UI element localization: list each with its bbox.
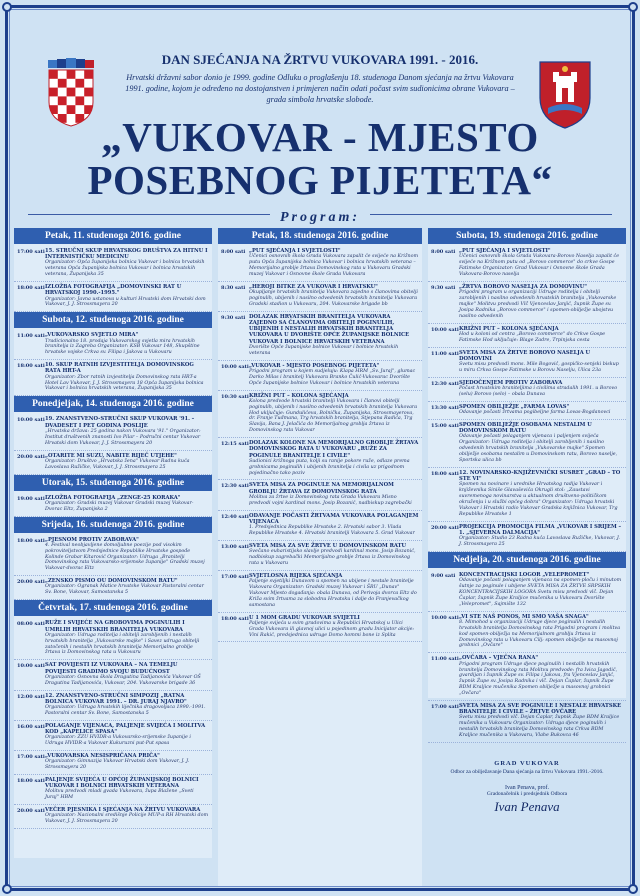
event-time: 17:00 sati bbox=[17, 753, 45, 760]
event-description: Organizator: Studio 23 Radna kuća Lavoslava Ružičke, Vukovar, J. J. Strossmayera 25 bbox=[459, 536, 620, 548]
corner-ornament bbox=[628, 2, 638, 12]
corner-ornament bbox=[2, 884, 12, 894]
event-time: 19:00 sati bbox=[17, 495, 45, 502]
event-time: 16:00 sati bbox=[17, 723, 45, 730]
program-event bbox=[428, 246, 626, 282]
event-description: Svetu misu predvodi vlč. Dejan Čaplar, župnik Župe BDM Kraljice mučenika u Vukovaru Organizator: Udruga djece poginulih i nestalih hrvatskih branitelja Domovinskog rata Crkva BDM Kraljice mučenika u Vukovaru, Vlahe Bukovca 46 bbox=[459, 715, 620, 739]
main-title bbox=[40, 116, 600, 202]
signature-org: Odbor za obilježavanje Dana sjećanja na žrtvu Vukovara 1991.-2016. bbox=[450, 769, 604, 775]
program-event bbox=[428, 378, 626, 402]
event-description: Dvorište Opće županijske bolnice Vukovar i bolnice hrvatskih veterana bbox=[249, 344, 399, 356]
event-description: Odavanje počasti polaganjem vijenaca i paljenjem svijeća Organizator: Udruga roditelja i obitelji zarobljenih i nasilno odvedenih hrvatskih branitelja „Vukovarske majke" Spomen obilježje osobama nestalim u Domovinskom ratu, Borovo naselje, Sportska ulica bb bbox=[459, 434, 618, 463]
event-title: „PUT SJEĆANJA I SVJETLOSTI" bbox=[459, 248, 551, 254]
event-description: Organizator: Osnovna škola Dragutina Tadijanovića Vukovar OŠ Dragutina Tadijanovića, Vukovar, 204. Vukovarske brigade 36 bbox=[45, 674, 201, 686]
event-time: 17:00 sati bbox=[221, 573, 249, 580]
event-time: 8:00 sati bbox=[221, 249, 246, 255]
event-body bbox=[459, 326, 623, 344]
event-title: SVETA MISA ZA ŽRTVE BOROVO NASELJA U DOMOVINI bbox=[459, 349, 591, 362]
program-event bbox=[428, 324, 626, 348]
event-body bbox=[459, 524, 623, 548]
event-description: Molitva za žrtve iz Domovinskog rata Grada Vukovara Misno predvodi vojni kardinal mons. Josip Bozanić, nadbiskup zagrebački bbox=[249, 494, 412, 506]
event-description: 8. Mimohod u organizaciji Udruge djece poginulih i nestalih hrvatskih branitelja Domovinskog rata Prigodni program i molitva kod spomen-obilježja na Memorijalnom groblju žrtava iz Domovinskog rata u Vukovaru Cilj: spomen obilježje na masovnoj grobnici „Ovčare" bbox=[459, 619, 621, 649]
event-title: SAT POVIJESTI IZ VUKOVARA – NA TEMELJU POVIJESTI GRADIMO SVOJU BUDUĆNOST bbox=[45, 662, 178, 675]
day-header: Nedjelja, 20. studenoga 2016. godine bbox=[428, 552, 626, 568]
program-event bbox=[218, 312, 422, 361]
event-description: Organizator: Gimnazija Vukovar Hrvatski dom Vukovar, J. J. Strossmayera 20 bbox=[45, 759, 190, 771]
program-event bbox=[218, 480, 422, 510]
program-event bbox=[14, 282, 212, 312]
event-title: KONCENTRACIJSKI LOGOR „VELEPROMET" bbox=[459, 571, 590, 578]
program-event bbox=[428, 402, 626, 420]
event-time: 18:00 sati bbox=[17, 363, 45, 370]
event-body bbox=[459, 655, 623, 697]
event-body bbox=[459, 380, 623, 398]
event-description: Organizator: Društvo „Hrvatska žena" Vukovar Radna kuća Lavoslava Ružičke, Vukovar, J. J. Strossmayera 25 bbox=[45, 458, 190, 470]
event-title: „OTARITE MI SUZU, NABITE RIJEČ UTJEHE" bbox=[45, 452, 177, 459]
event-time: 12:40 sati bbox=[221, 513, 249, 520]
column-3 bbox=[428, 228, 626, 739]
event-title: „HEROJI BITKE ZA VUKOVAR I HRVATSKU" bbox=[249, 283, 378, 290]
event-title: DOLAZAK KOLONE NA MEMORIJALNO GROBLJE ŽRTAVA DOMOVINSKOG RATA U VUKOVARU „RUŽE ZA POGINULE BRANITELJE I CIVILE" bbox=[249, 440, 419, 459]
event-description: Organizator: Ogranak Matice hrvatske Vukovar Pastoralni centar Sv. Bone, Vukovar, Samostanska 5 bbox=[45, 584, 204, 596]
event-time: 9:30 sati bbox=[221, 314, 246, 321]
day-header: Petak, 11. studenoga 2016. godine bbox=[14, 228, 212, 244]
program-label: Program: bbox=[270, 210, 370, 226]
column-2 bbox=[218, 228, 422, 886]
day-header: Subota, 12. studenoga 2016. godine bbox=[14, 312, 212, 328]
program-event bbox=[218, 613, 422, 643]
event-time: 18:00 sati bbox=[431, 470, 459, 477]
event-description: Okupljanje hrvatskih branitelja Vukovara zajedno s članovima obitelji poginulih, ubijenih i nasilno odvedenih hrvatskih branitelja Vukovara Gradski stadion u Vukovaru, 204. Vukovarske brigade bb bbox=[249, 290, 418, 307]
event-time: 11:00 sati bbox=[431, 656, 459, 663]
event-time: 12:15 sati bbox=[221, 441, 249, 448]
handwritten-signature: Ivan Penava bbox=[494, 799, 560, 814]
event-body bbox=[45, 537, 209, 573]
event-body bbox=[45, 777, 209, 801]
program-event bbox=[428, 612, 626, 654]
event-time: 17:00 sati bbox=[431, 704, 459, 711]
event-description: Učenici osnovnih škola Grada Vukovara-Borovo Naselja zapalit će svijeće na Križnom putu od „Borovo commerce" do crkve Gospe Fatimske Organizator: Grad Vukovar i Osnovne škole Grada Vukovara-Borovo naselja bbox=[459, 254, 620, 277]
event-description: Odavanje počasti polaganjem vijenaca na spomen-ploču i minutom šutnje za poginule i ubijene SVETA MISA ZA ŽRTVE SRPSKIH KONCENTRACIJSKIH LOGORA Svetu misu predvodi vlč. Dejan Čaplar, župnik Župe Kraljice mučenika u Vukovaru Dvorište „Velepromet", Sajmište 132 bbox=[459, 578, 622, 607]
event-body bbox=[45, 332, 209, 356]
event-body bbox=[45, 723, 209, 747]
event-body bbox=[249, 284, 419, 308]
event-time: 9:00 sati bbox=[431, 572, 456, 579]
event-time: 17:00 sati bbox=[17, 249, 45, 255]
event-title: „VI STE NAŠ PONOS, MI SMO VAŠA SNAGA" bbox=[459, 613, 589, 620]
program-event bbox=[218, 571, 422, 613]
event-body bbox=[249, 573, 419, 609]
event-body bbox=[249, 482, 419, 506]
event-title: 15. STRUČNI SKUP HRVATSKOG DRUŠTVA ZA HITNU I INTERNISTIČKU MEDICINU bbox=[45, 248, 208, 261]
event-description: Paljenje svjetiljki Dunavom u spomen na ubijene i nestale branitelje Vukovara Organizator: Gradski muzej Vukovar i ŠRU „Dunav" Vukovar Mjesto događanja: obala Dunava, od Perivoja dvorca Eltz do Križa svim žrtvama za slobodnu Hrvatsku i dalje do Franjevačkog samostana bbox=[249, 579, 417, 608]
event-description: Učenici osnovnih škola Grada Vukovara zapalit će svijeće na Križnom putu Opća županijska bolnica Vukovar i bolnica hrvatskih veterana – Memorijalno groblje žrtava Domovinskog rata u Vukovaru Gradski muzej Vukovar i Osnovne škole Grada Vukovara bbox=[249, 254, 419, 277]
event-body bbox=[459, 284, 623, 320]
event-body bbox=[249, 543, 419, 567]
event-description: Počast hrvatskim braniteljima i civilima stradalih 1991. u Borovo (selu) Borovo (selo) – obala Dunava bbox=[459, 386, 618, 397]
event-time: 18:00 sati bbox=[17, 778, 45, 784]
program-event bbox=[428, 653, 626, 701]
event-time: 9:30 sati bbox=[431, 284, 456, 291]
event-title: SJEDOČENJEM PROTIV ZABORAVA bbox=[459, 379, 563, 386]
event-description: Organizator: Zbor ratnih izvjestitelja Domovinskog rata HRT-a Hotel Lav Vukovar, J. J. Strossmayera 18 Opća županijska bolnica Vukovar i bolnica hrvatskih veterana, Županijska 35 bbox=[45, 374, 204, 392]
event-title: IZLOŽBA FOTOGRAFIJA „ZENGE-25 KORAKA" bbox=[45, 494, 181, 501]
event-description: Organizator: Gradski muzej Vukovar Gradski muzej Vukovar-Dvorac Eltz, Županijska 2 bbox=[45, 500, 194, 512]
program-event bbox=[14, 721, 212, 751]
signature-city: GRAD VUKOVAR bbox=[494, 760, 560, 767]
event-body bbox=[45, 807, 209, 825]
event-time: 20:00 sati bbox=[431, 524, 459, 531]
event-title: SPOMEN OBILJEŽJE „FARMA LOVAS" bbox=[459, 403, 570, 410]
event-title: KRIŽNI PUT – KOLONA SJEĆANJA bbox=[249, 392, 349, 399]
event-description: Spomen na novinare i urednike Hrvatskog radija Vukovar i književnika Siniše Glavaševića Okrugli stol: „Zaustavi suvremenoga novinarstva u aktualnom društveno-političkom okruženju i u službi općeg dobra" Organizator: Udruga hrvatski Vukovar i Hrvatski radio Vukovar Gradska knjižnica Vukovar, Trg Republike Hrvatske 1 bbox=[459, 482, 618, 517]
event-body bbox=[45, 620, 209, 656]
program-event bbox=[428, 522, 626, 552]
event-title: „ŽRTVA BOROVO NASELJA ZA DOMOVINU" bbox=[459, 283, 587, 290]
event-title: IZLOŽBA FOTOGRAFIJA „DOMOVINSKI RAT U HRVATSKOJ 1990.-1995." bbox=[45, 284, 182, 297]
event-title: „PJESNOM PROTIV ZABORAVA" bbox=[45, 536, 139, 543]
program-event bbox=[14, 451, 212, 475]
event-time: 11:00 sati bbox=[17, 333, 45, 340]
event-title: 19. ZNANSTVENO-STRUČNI SKUP VUKOVAR '91. – DVADESET I PET GODINA POSLIJE bbox=[45, 416, 195, 429]
event-time: 20:00 sati bbox=[17, 808, 45, 815]
event-description: Prigodni program Udruge djece poginulih i nestalih hrvatskih branitelja Domovinskog rata Molitvu predvode: fra Ivica Jagodić, gvardijan i župnik Župe sv. Filipa i Jakova, fra Vjenceslav Janjić, župnik Župe sv. Josipa Radnika i vlč. Dejan Čaplar, župnik Župe BDM Kraljice mučenika Spomen obilježje u masovnoj grobnici „Ovčara" bbox=[459, 661, 618, 697]
event-title: SVETA MISA ZA SVE ŽRTVE U DOMOVINSKOM RATU bbox=[249, 542, 407, 549]
corner-ornament bbox=[2, 2, 12, 12]
program-event bbox=[14, 414, 212, 450]
event-title: SPOMEN OBILJEŽJE OSOBAMA NESTALIM U DOMOVINSKOM RATU bbox=[459, 421, 592, 435]
event-body bbox=[249, 513, 419, 537]
event-time: 10:00 sati bbox=[221, 363, 249, 370]
event-time: 18:00 sati bbox=[17, 537, 45, 544]
event-description: Kolona predvode hrvatski branitelji Vukovara i članovi obitelji poginulih, ubijenih i nasilno odvedenih hrvatskih branitelja Vukovara Hod uključuje: Gundulićeva, Bolnička, Županijska, Strossmayerova, dr. Franje Tuđmana, Trg hrvatskih branitelja, Stjepana Radića, Trg Slavija, Bana J. Jelačića do Memorijalnog groblja žrtava iz Domovinskog rata Vukovar bbox=[249, 398, 418, 434]
event-time: 15:00 sati bbox=[431, 422, 459, 429]
day-header: Srijeda, 16. studenoga 2016. godine bbox=[14, 517, 212, 533]
program-event bbox=[14, 691, 212, 721]
event-body bbox=[249, 248, 419, 278]
event-title: VEČER PJESNIKA I SJEĆANJA NA ŽRTVU VUKOVARA bbox=[45, 807, 201, 814]
event-title: „PUT SJEĆANJA I SVJETLOSTI" bbox=[249, 248, 341, 254]
event-body bbox=[459, 614, 623, 650]
event-description: Sudionici križnoga puta, kolji su ranije pokore ruže, odlaze prema grobnicama poginulih i ubijenih branitelja i civila uz prigodnom pojedinačno tako poziv bbox=[249, 458, 410, 476]
day-header: Ponedjeljak, 14. studenoga 2016. godine bbox=[14, 396, 212, 412]
event-time: 10:00 sati bbox=[431, 326, 459, 333]
program-event bbox=[428, 701, 626, 743]
day-header: Četvrtak, 17. studenoga 2016. godine bbox=[14, 600, 212, 616]
main-title-line-1: „VUKOVAR - MJESTO bbox=[101, 114, 539, 160]
event-title: SVETA MISA ZA POGINULE NA MEMORIJALNOM GROBLJU ŽRTAVA IZ DOMOVINSKOG RATA bbox=[249, 482, 394, 495]
main-title-line-2: POSEBNOG PIJETETA“ bbox=[87, 157, 553, 203]
program-event bbox=[14, 360, 212, 396]
day-header: Utorak, 15. studenoga 2016. godine bbox=[14, 475, 212, 491]
day-header: Petak, 18. studenoga 2016. godine bbox=[218, 228, 422, 244]
program-event bbox=[218, 391, 422, 439]
event-body bbox=[459, 404, 623, 416]
event-time: 10:00 sati bbox=[17, 417, 45, 424]
program-event bbox=[14, 775, 212, 805]
event-title: U 1 MOM GRADU VUKOVAR SVIJETLI bbox=[249, 614, 360, 621]
event-title: PALJENJE SVIJEĆA U OPĆOJ ŽUPANIJSKOJ BOLNICI VUKOVAR I BOLNICI HRVATSKIH VETERANA bbox=[45, 777, 199, 790]
program-event bbox=[14, 576, 212, 600]
event-time: 18:00 sati bbox=[17, 285, 45, 292]
signature-block bbox=[428, 760, 626, 858]
event-description: 4. Festival neobjavljene domoljubne poezije pod visokim pokroviteljstvom Predsjednice Republike Hrvatske gospođe Kolinde Grabar Kitarović Organizator: Udruga „Branitelji Domovinskog rata Vukovarsko-srijemske županije" Gradski muzej Vukovar-dvorac Eltz bbox=[45, 542, 205, 572]
event-description: 1. Predsjednica Republike Hrvatske 2. Hrvatski sabor 3. Vlada Republike Hrvatske 4. Hrvatski branitelji Vukovara 5. Grad Vukovar bbox=[249, 525, 415, 536]
program-event bbox=[218, 541, 422, 571]
event-title: „ZENSKO PISMO OU DOMOVINSKOM RATU" bbox=[45, 578, 178, 585]
event-body bbox=[249, 393, 419, 435]
event-description: Svetu misu predvodi mons. Mile Bogović, gospićko-senjski biskup u miru Crkva Gospe Fatimske u Borovu Naselju, Ulica 23a bbox=[459, 361, 619, 373]
program-event bbox=[428, 282, 626, 324]
event-time: 11:00 sati bbox=[431, 350, 459, 357]
event-description: Organizator: Opća županijska bolnica Vukovar i bolnica hrvatskih veterana Opća županijska bolnica Vukovar i bolnica hrvatskih veterana, Županijska 35 bbox=[45, 260, 205, 278]
event-title: 12. ZNANSTVENO-STRUČNI SIMPOZIJ „RATNA BOLNICA VUKOVAR 1991. – DR. JURAJ NJAVRO" bbox=[45, 692, 187, 705]
event-title: POLAGANJE VIJENACA, PALJENJE SVIJEĆA I MOLITVA KOD „KAPELICE SPASA" bbox=[45, 722, 206, 735]
event-title: DOLAZAK HRVATSKIH BRANITELJA VUKOVARA ZAJEDNO SA ČLANOVIMA OBITELJI POGINULIH, UBIJENIH I NESTALIH HRVATSKIH BRANITELJA VUKOVARA U DVORIŠTE OPĆE ŽUPANIJSKE BOLNICE VUKOVAR I BOLNICE HRVATSKIH VETERANA bbox=[249, 313, 410, 345]
event-body bbox=[459, 350, 623, 374]
corner-ornament bbox=[628, 884, 638, 894]
event-body bbox=[459, 248, 623, 278]
event-description: Prigodni program u kojem sudjeluju: Klapa HRM „Sv. Juraj", glumac Darko Milas i branitelj Vukovara Branko Čulić-Vukovarac Dvorište Opće županijske bolnice Vukovar i bolnice hrvatskih veterana bbox=[249, 368, 416, 386]
program-event bbox=[218, 511, 422, 541]
program-event bbox=[14, 751, 212, 775]
event-description: Organizator: Nacionalni središnje Policije MUP-a RH Hrvatski dom Vukovar, J. J. Strossmayera 20 bbox=[45, 813, 209, 825]
event-title: SVETA MISA ZA SVE POGINULE I NESTALE HRVATSKE BRANITELJE I CIVILE – ŽRTVE OVČARE bbox=[459, 703, 622, 716]
event-title: „VUKOVAR - MJESTO POSEBNOG PIJETETA" bbox=[249, 362, 380, 369]
event-title: PROJEKCIJA PROMOCIJA FILMA „VUKOVAR I SRIJEM – 1. „SJEVERNA DALMACIJA" bbox=[459, 523, 622, 536]
event-time: 8:30 sati bbox=[221, 284, 246, 291]
event-time: 10:00 sati bbox=[431, 614, 459, 621]
event-time: 10:00 sati bbox=[17, 663, 45, 670]
event-body bbox=[459, 703, 623, 739]
event-title: „OVČARA – VJEČNA RANA" bbox=[459, 655, 539, 662]
program-event bbox=[14, 246, 212, 282]
program-event bbox=[428, 570, 626, 612]
event-body bbox=[45, 693, 209, 717]
event-title: „VUKOVARSKO SVJETLO MIRA" bbox=[45, 332, 139, 339]
program-event bbox=[428, 348, 626, 378]
program-event bbox=[14, 493, 212, 517]
event-description: Organizator: ŽZU HVIDR-a Vukovarsko-srijemske županije i Udruga HVIDR-a Vukovar Kukuruzni put-Put spasa bbox=[45, 735, 191, 747]
event-time: 20:00 sati bbox=[17, 579, 45, 586]
header-text: Hrvatski državni sabor donio je 1999. godine Odluku o proglašenju 18. studenoga Danom sjećanja na žrtvu Vukovara 1991. godine, kojom je određeno na dostojanstven i primjeren način odati počast svim sudionicima obrane Vukovara – grada simbola hrvatske slobode. bbox=[125, 73, 515, 104]
signature-role: Gradonačelnik i predsjednik Odbora bbox=[486, 791, 568, 797]
event-body bbox=[45, 753, 209, 771]
event-description: Odavanje počasti žrtvama pogibeljne farma Lovas-Bogdanovci bbox=[459, 410, 611, 416]
event-title: ODAVANJE POČASTI ŽRTVAMA VUKOVARA POLAGANJEM VIJENACA bbox=[249, 512, 419, 525]
event-time: 13:00 sati bbox=[221, 543, 249, 550]
event-body bbox=[45, 578, 209, 596]
event-body bbox=[45, 495, 209, 513]
event-time: 08:00 sati bbox=[17, 621, 45, 628]
event-description: Tradicionalno 18. prodaja Vukovarskog svjetla mira hrvatskih branitelja iz Zagreba Organizator: KSB Vukovar 148, Skupštine hrvatske vojske Crkva sv. Filipa i Jakova u Vukovaru bbox=[45, 338, 200, 356]
event-title: 12. NOVINARSKO-KNJIŽEVNIČKI SUSRET „GRAD – TO STE VI" bbox=[459, 469, 621, 483]
event-body bbox=[45, 453, 209, 471]
header-title: DAN SJEĆANJA NA ŽRTVU VUKOVARA 1991. - 2016. bbox=[161, 52, 479, 67]
event-time: 13:30 sati bbox=[431, 404, 459, 411]
event-title: SVJETLOSNA RIJEKA SJEĆANJA bbox=[249, 572, 343, 579]
signature-name: Ivan Penava, prof. bbox=[505, 785, 549, 791]
program-event bbox=[428, 468, 626, 522]
event-description: „Hrvatska država: 25 godina nakon Vukovara '91." Organizator: Institut društvenih znanosti Ivo Pilar – Područni centar Vukovar Hrvatski dom Vukovar, J. J. Strossmayera 20 bbox=[45, 428, 201, 446]
day-header: Subota, 19. studenoga 2016. godine bbox=[428, 228, 626, 244]
event-body bbox=[45, 362, 209, 392]
event-time: 8:00 sati bbox=[431, 249, 456, 255]
event-body bbox=[249, 440, 419, 476]
event-body bbox=[45, 284, 209, 308]
event-body bbox=[459, 572, 623, 608]
event-body bbox=[45, 248, 209, 278]
event-body bbox=[459, 422, 623, 464]
program-event bbox=[218, 282, 422, 312]
event-description: Molitvu predvodi mladi gvada Vukovara, župa Blažene „Sveti Juraj" HBM bbox=[45, 789, 194, 801]
event-time: 12:30 sati bbox=[431, 380, 459, 387]
program-event bbox=[14, 330, 212, 360]
event-description: Svečano euharistijsko slavlje predvodi kardinal mons. Josip Bozanić, nadbiskup zagrebački Memorijalno groblje žrtava iz Domovinskog rata u Vukovaru bbox=[249, 549, 416, 566]
event-body bbox=[249, 615, 419, 639]
event-description: Paljenje svijeća u svim gradovima u Republici Hrvatskoj u Ulici Grada Vukovara ili glavnoj ulici u pojedinom gradu Inicijator akcije: Vini Rakić, predsjednica udruge Domo hommi bone iz Splita bbox=[249, 620, 415, 638]
event-description: Hod u koloni od centra „Borovo commerce" do Crkve Gospe Fatimske Hod uključuje: Blage Zadre, Trpinjska cesta bbox=[459, 331, 606, 343]
program-event bbox=[14, 618, 212, 660]
event-time: 12:30 sati bbox=[221, 483, 249, 490]
event-description: Organizator: Udruga hrvatskih liječnika dragovoljaca 1990.-1991. Pastoralni centar Sv. Bone, Samostanska 5 bbox=[45, 704, 206, 716]
event-body bbox=[249, 314, 419, 357]
event-body bbox=[45, 662, 209, 686]
program-divider bbox=[28, 206, 612, 225]
event-time: 20:00 sati bbox=[17, 453, 45, 460]
event-description: Organizator: Udruga roditelja i obitelji zarobljenih i nestalih hrvatskih branitelja „Vukovarske majke" i Savez udruga obitelji zatočenih i nestalih hrvatskih branitelja Memorijalno groblje žrtava iz Domovinskog rata u Vukovaru bbox=[45, 632, 200, 656]
event-title: 10. SKUP RATNIH IZVJESTITELJA DOMOVINSKOG RATA HRT-A bbox=[45, 362, 194, 375]
event-time: 10:30 sati bbox=[221, 393, 249, 400]
program-event bbox=[218, 361, 422, 391]
event-title: „VUKOVARSKA NESISPRIČANA PRIČA" bbox=[45, 752, 160, 759]
program-event bbox=[14, 805, 212, 829]
column-1 bbox=[14, 228, 212, 858]
event-body bbox=[459, 470, 623, 518]
event-title: RUŽE I SVIJEĆE NA GROBOVIMA POGINULIH I UMRLIH HRVATSKIH BRANITELJA VUKOVARA bbox=[45, 620, 185, 633]
program-event bbox=[428, 420, 626, 468]
event-title: KRIŽNI PUT – KOLONA SJEĆANJA bbox=[459, 325, 559, 332]
event-time: 18:00 sati bbox=[221, 615, 249, 622]
program-event bbox=[14, 660, 212, 690]
program-event bbox=[14, 535, 212, 577]
event-time: 12:00 sati bbox=[17, 693, 45, 700]
program-event bbox=[218, 438, 422, 480]
event-body bbox=[249, 363, 419, 387]
event-description: Organizator: Javna ustanova u kulturi Hrvatski dom Hrvatski dom Vukovar, J. J. Strossmayera 20 bbox=[45, 296, 206, 308]
event-description: Prigodni program u organizaciji Udruge roditelja i obitelji zarobljenih i nasilno odvedenih hrvatskih branitelja „Vukovarske majke" Molitvu predvodi Vlč Vjenceslav Janjić, župnik Župe sv. Josipa Radnika „Borovo commerce" i spomen-obilježje ubojstvu nasilno odvedenih bbox=[459, 290, 617, 319]
program-event bbox=[218, 246, 422, 282]
event-body bbox=[45, 416, 209, 446]
